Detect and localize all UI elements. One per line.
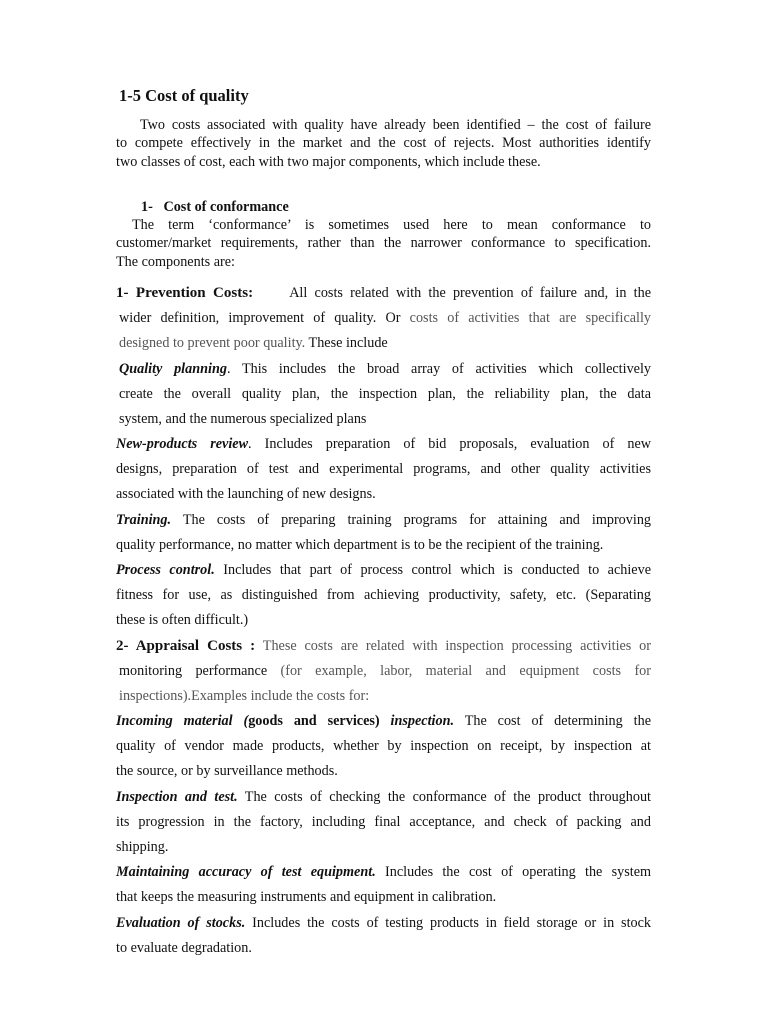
prevention-text: These include <box>308 335 388 352</box>
incoming-text: The cost of determining the <box>464 713 651 729</box>
prevention-costs-paragraph <box>116 281 651 357</box>
quality-planning-paragraph <box>116 357 651 433</box>
intro-line: Two costs associated with quality have already been identified – the cost of failure <box>140 117 651 133</box>
new-products-line <box>116 432 651 457</box>
maintaining-text: Includes the cost of operating the system <box>385 864 652 880</box>
training-line: quality performance, no matter which department is to be the recipient of the training. <box>116 537 604 554</box>
conformance-line: The components are: <box>116 253 235 270</box>
process-control-text: Includes that part of process control which is conducted to achieve <box>223 562 651 578</box>
page-title: 1-5 Cost of quality <box>119 86 249 105</box>
quality-planning-term: Quality planning <box>119 361 227 377</box>
maintaining-term: Maintaining accuracy of test equipment. <box>116 864 376 880</box>
appraisal-line: inspections).Examples include the costs for: <box>119 688 370 705</box>
appraisal-text: These costs are related with inspection processing activities or <box>262 638 651 654</box>
evaluation-text: Includes the costs of testing products in field storage or in stock <box>252 915 652 931</box>
incoming-line: the source, or by surveillance methods. <box>116 763 338 780</box>
inspection-test-text: The costs of checking the conformance of the product throughout <box>244 789 651 805</box>
section-heading-conformance: 1- Cost of conformance <box>141 199 289 215</box>
conformance-line: customer/market requirements, rather than the narrower conformance to specification. <box>116 235 651 252</box>
incoming-term: inspection. <box>390 713 455 729</box>
incoming-term: Incoming material ( <box>116 713 249 729</box>
prevention-text: All costs related with the prevention of failure and, in the <box>289 285 651 301</box>
appraisal-line <box>116 634 651 659</box>
quality-planning-line: system, and the numerous specialized plans <box>119 411 367 428</box>
intro-paragraph <box>116 116 651 171</box>
inspection-test-line <box>116 785 651 810</box>
incoming-term: goods and services) <box>248 713 380 729</box>
quality-planning-line <box>116 357 651 382</box>
conformance-line: The term ‘conformance’ is sometimes used here to mean conformance to <box>132 217 651 233</box>
incoming-line <box>116 709 651 734</box>
appraisal-text: (for example, labor, material and equipment costs for <box>280 663 651 680</box>
training-text: The costs of preparing training programs for attaining and improving <box>182 512 652 528</box>
maintaining-accuracy-paragraph <box>116 860 651 910</box>
evaluation-term: Evaluation of stocks. <box>116 915 246 931</box>
new-products-line: designs, preparation of test and experimental programs, and other quality activities <box>116 461 651 478</box>
quality-planning-line: create the overall quality plan, the inspection plan, the reliability plan, the data <box>119 386 651 403</box>
intro-line: to compete effectively in the market and the cost of rejects. Most authorities identify <box>116 135 651 152</box>
evaluation-line: to evaluate degradation. <box>116 940 252 957</box>
process-control-line: fitness for use, as distinguished from achieving productivity, safety, etc. (Separating <box>116 587 651 604</box>
inspection-test-term: Inspection and test. <box>116 789 238 805</box>
intro-line: two classes of cost, each with two major components, which include these. <box>116 153 541 170</box>
prevention-text: wider definition, improvement of quality. Or <box>119 310 401 327</box>
evaluation-stocks-paragraph <box>116 911 651 961</box>
training-term: Training. <box>116 512 172 528</box>
appraisal-line <box>116 659 651 684</box>
inspection-test-paragraph <box>116 785 651 861</box>
prevention-text: costs of activities that are specifically <box>409 310 652 327</box>
training-paragraph <box>116 508 651 558</box>
appraisal-costs-paragraph <box>116 634 651 710</box>
maintaining-line <box>116 860 651 885</box>
new-products-text: . Includes preparation of bid proposals, evaluation of new <box>248 436 651 452</box>
prevention-heading: 1- Prevention Costs: <box>116 285 254 301</box>
prevention-text: designed to prevent poor quality. <box>119 335 306 352</box>
new-products-line: associated with the launching of new designs. <box>116 486 376 503</box>
appraisal-heading: 2- Appraisal Costs : <box>116 638 256 654</box>
prevention-line <box>116 306 651 331</box>
evaluation-line <box>116 911 651 936</box>
prevention-line <box>116 331 651 356</box>
new-products-paragraph <box>116 432 651 508</box>
process-control-line <box>116 558 651 583</box>
prevention-line <box>116 281 651 306</box>
process-control-line: these is often difficult.) <box>116 612 249 629</box>
incoming-line: quality of vendor made products, whether by inspection on receipt, by inspection at <box>116 738 651 755</box>
quality-planning-text: . This includes the broad array of activities which collectively <box>226 361 651 377</box>
incoming-material-paragraph <box>116 709 651 785</box>
inspection-test-line: shipping. <box>116 839 169 856</box>
maintaining-line: that keeps the measuring instruments and equipment in calibration. <box>116 889 497 906</box>
inspection-test-line: its progression in the factory, including final acceptance, and check of packing and <box>116 814 651 831</box>
new-products-term: New-products review <box>116 436 249 452</box>
appraisal-text: monitoring performance <box>119 663 268 680</box>
conformance-paragraph <box>116 216 651 271</box>
process-control-term: Process control. <box>116 562 215 578</box>
process-control-paragraph <box>116 558 651 634</box>
training-line <box>116 508 651 533</box>
